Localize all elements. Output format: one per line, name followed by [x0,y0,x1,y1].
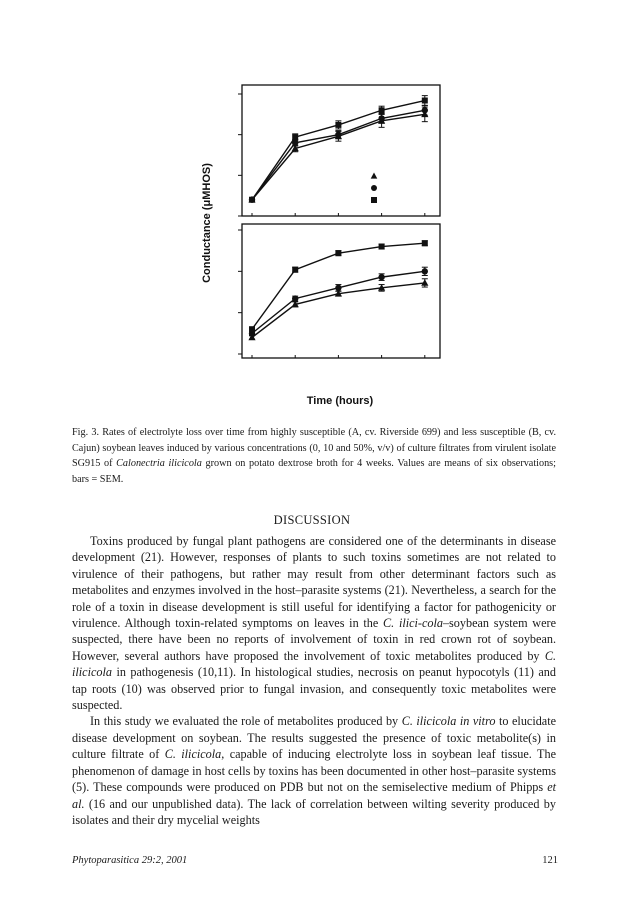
data-point-circle [378,115,384,121]
figure-caption [72,425,556,487]
data-point-square [379,107,385,113]
legend-marker-circle [371,185,377,191]
paragraph [72,533,556,713]
italic-text: C. ilici-cola [383,616,443,631]
body-text [72,533,556,828]
figure-3-chart [0,0,624,415]
data-point-square [335,122,341,128]
data-point-circle [422,268,428,274]
text-run: , capable of inducing electrolyte loss in soybean leaf tissue. The phenomenon of damage in host cells by toxins has been documented in other host–parasite systems (5). These compounds were produced on PDB but not on the semiselective medium of Phipps [72,747,557,795]
text-run: grown on potato dextrose broth for 4 weeks. Values are means of six observations; bars = SEM. [72,458,556,485]
data-point-circle [335,131,341,137]
footer-journal: Phytoparasitica 29:2, 2001 [72,855,188,866]
section-heading: DISCUSSION [273,513,351,527]
data-point-square [335,250,341,256]
data-point-square [292,134,298,140]
data-point-square [379,244,385,250]
italic-text: C. ilicicola in vitro [401,714,496,729]
data-point-circle [378,274,384,280]
italic-text: C. ilicicola [72,648,556,680]
series-line-circle [252,271,425,333]
italic-text: et al. [72,780,556,811]
legend-marker-triangle [371,173,378,179]
data-point-square [249,197,255,203]
data-point-circle [292,295,298,301]
text-run: in pathogenesis (10,11). In histological studies, necrosis on peanut hypocotyls (11) and tap roots (10) was observed prior to fungal invasion, and consequently toxic metabolites were suspected. [72,665,556,713]
text-run: In this study we evaluated the role of metabolites produced by [90,714,402,729]
data-point-square [422,240,428,246]
data-point-square [292,267,298,273]
data-point-circle [422,107,428,113]
data-point-circle [335,285,341,291]
data-point-square [249,326,255,332]
panel-frame [242,85,440,216]
text-run: (16 and our unpublished data). The lack of correlation between wilting severity produced by isolates and their dry mycelial weights [72,796,556,827]
caption-label: Fig. 3. [72,427,99,438]
page-number: 121 [542,855,558,866]
legend-marker-square [371,197,377,203]
text-run: Toxins produced by fungal plant pathogens are considered one of the determinants in disease development (21). However, responses of plants to such toxins sometimes are not related to virulence of their pathogens, but rather may result from other determinant factors such as metabolites and enzymes involved in the host–parasite systems (21). Nevertheless, a search for the role of a toxin in disease development is still useful for identifying a factor for pathogenicity or virulence. Although toxin-related symptoms on leaves in the [72,534,556,631]
y-axis-label: Conductance (μMHOS) [201,163,213,283]
data-point-triangle [421,279,428,286]
text-run: to elucidate disease development on soybean. The results suggested the presence of toxic metabolite(s) in culture filtrate of [72,714,557,762]
data-point-square [422,98,428,104]
x-axis-label: Time (hours) [306,395,374,407]
italic-text: C. ilicicola [164,747,222,762]
italic-text: Calonectria ilicicola [116,458,202,470]
text-run: –soybean system were suspected, there have been no reports of involvement of toxin in red crown rot of soybean. However, several authors have proposed the involvement of toxic metabolites produced by [72,616,556,663]
paragraph [72,713,556,828]
text-run: Rates of electrolyte loss over time from highly susceptible (A, cv. Riverside 699) and less susceptible (B, cv. Cajun) soybean leaves induced by various concentrations (0, 10 and 50%, v/v) of culture filtrates from virulent isolate SG915 of [72,427,557,470]
